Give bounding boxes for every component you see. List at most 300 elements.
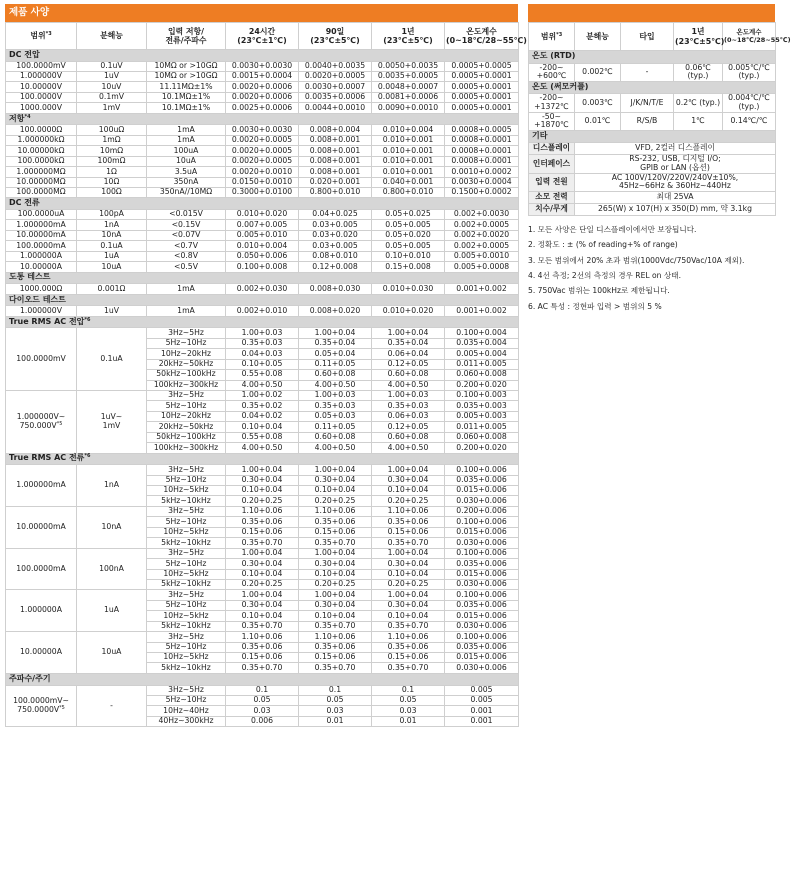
section-name: 저항$^{*4}$ [6,113,519,125]
table-cell: 1.00+0.04 [372,328,445,338]
misc-row [529,191,776,203]
table-cell: 0.05 [299,695,372,705]
table-cell: 10mΩ [77,146,147,156]
table-cell: 10.1MΩ±1% [147,92,226,102]
table-cell: 100Ω [77,188,147,198]
table-cell: 0.11+0.05 [299,422,372,432]
table-cell: 0.020+0.001 [299,177,372,187]
table-cell: 0.35+0.03 [226,338,299,348]
table-row [6,125,519,135]
table-cell: 0.002+0.0005 [445,241,519,251]
table-row [529,94,776,112]
table-cell: 0.03 [226,706,299,716]
table-cell: 0.0005+0.0001 [445,82,519,92]
table-cell: 0.060+0.008 [445,432,519,442]
table-row [6,156,519,166]
table-cell: 4.00+0.50 [226,380,299,390]
table-cell: - [621,63,674,81]
table-cell: 0.002+0.0030 [445,210,519,220]
table-cell: 0.0050+0.0035 [372,61,445,71]
table-cell: 0.30+0.04 [226,600,299,610]
table-cell: 0.35+0.03 [372,401,445,411]
table-cell: 0.60+0.08 [372,370,445,380]
table-cell: 0.20+0.25 [372,579,445,589]
table-cell: 10.00000MΩ [6,177,77,187]
table-cell: 0.100+0.006 [445,465,519,475]
table-cell: 0.010+0.001 [372,156,445,166]
table-cell: 0.35+0.04 [299,338,372,348]
table-cell: 0.200+0.006 [445,506,519,516]
table-cell: 0.10+0.04 [299,569,372,579]
table-cell: 0.010+0.001 [372,135,445,145]
table-cell: 1.00+0.04 [299,548,372,558]
table-cell: 0.030+0.006 [445,538,519,548]
section-name: 온도 (RTD) [529,51,776,64]
table-cell: 0.001 [445,706,519,716]
table-cell: 0.011+0.005 [445,359,519,369]
table-cell: 0.0035+0.0006 [299,92,372,102]
table-cell: 11.11MΩ±1% [147,82,226,92]
table-cell: 1.00+0.04 [372,465,445,475]
table-cell: 0.20+0.25 [226,496,299,506]
table-cell: 0.035+0.006 [445,475,519,485]
table-row [6,135,519,145]
table-cell: 0.0015+0.0004 [226,72,299,82]
table-cell: 5Hz~10Hz [147,695,226,705]
table-cell: 4.00+0.50 [372,380,445,390]
table-cell: 0.35+0.06 [299,642,372,652]
table-cell: 0.2℃ (typ.) [674,94,723,112]
table-cell: 0.015+0.006 [445,611,519,621]
table-cell: 0.0030+0.0030 [226,61,299,71]
section-name: DC 전압 [6,50,519,62]
table-header [6,23,519,50]
misc-row [529,173,776,191]
table-cell: 0.01 [299,716,372,726]
table-cell: 0.15+0.06 [226,653,299,663]
table-cell: 0.04+0.025 [299,210,372,220]
table-cell: 0.015+0.006 [445,569,519,579]
table-cell: 0.10+0.04 [372,486,445,496]
misc-label: 소모 전력 [529,191,575,203]
table-cell: 0.05+0.04 [299,349,372,359]
table-cell: 1uA [77,251,147,261]
table-cell: 10Hz~5kHz [147,527,226,537]
table-cell: 4.00+0.50 [372,443,445,453]
table-cell: 0.010+0.020 [372,306,445,316]
table-cell: 0.30+0.04 [299,600,372,610]
table-cell: 0.12+0.05 [372,422,445,432]
table-cell: 0.011+0.005 [445,422,519,432]
table-cell: 0.60+0.08 [372,432,445,442]
table-cell: 0.001Ω [77,284,147,294]
table-cell: 100mΩ [77,156,147,166]
table-cell: 0.01℃ [575,112,621,130]
table-row [6,210,519,220]
table-cell: 1.10+0.06 [226,632,299,642]
table-cell: 1.00+0.04 [226,548,299,558]
table-cell: 0.10+0.04 [226,422,299,432]
table-cell: <0.7V [147,241,226,251]
table-cell: 100.0000mA [6,241,77,251]
table-row [6,262,519,272]
table-cell: 0.800+0.010 [299,188,372,198]
table-cell: 0.100+0.006 [445,517,519,527]
table-cell: 0.03 [372,706,445,716]
table-cell: 0.0030+0.0007 [299,82,372,92]
table-row [6,251,519,261]
table-cell: 0.100+0.008 [226,262,299,272]
range-cell: 100.0000mV~ $750.0000V^{*5}$ [6,685,77,727]
table-cell: 1uV [77,306,147,316]
table-row [6,284,519,294]
table-cell: 5Hz~10Hz [147,600,226,610]
table-cell: 0.35+0.70 [226,538,299,548]
table-cell: 0.0025+0.0006 [226,103,299,113]
table-cell: 0.30+0.04 [226,475,299,485]
table-cell: 1.00+0.03 [299,390,372,400]
table-cell: 3Hz~5Hz [147,632,226,642]
table-cell: 40Hz~300kHz [147,716,226,726]
table-cell: 0.05+0.005 [372,241,445,251]
table-cell: 0.35+0.06 [299,517,372,527]
resolution-cell: 1uA [77,590,147,632]
table-cell: 0.010+0.001 [372,167,445,177]
table-cell: 0.05 [226,695,299,705]
table-row [6,241,519,251]
table-cell: 0.20+0.25 [299,496,372,506]
table-cell: 0.03+0.005 [299,241,372,251]
table-cell: 1.10+0.06 [372,506,445,516]
table-cell: 0.0030+0.0004 [445,177,519,187]
table-cell: 0.20+0.25 [299,579,372,589]
table-cell: 0.005+0.004 [445,349,519,359]
range-cell: 10.00000mA [6,506,77,548]
table-cell: 0.04+0.02 [226,411,299,421]
table-cell: 0.35+0.70 [299,663,372,673]
table-cell: 0.15+0.06 [372,653,445,663]
table-cell: 1.00+0.02 [226,390,299,400]
table-cell: 0.35+0.70 [226,663,299,673]
misc-value: 최대 25VA [575,191,776,203]
table-row [6,220,519,230]
table-cell: 0.20+0.25 [372,496,445,506]
table-cell: 0.0048+0.0007 [372,82,445,92]
table-cell: 0.0030+0.0030 [226,125,299,135]
table-cell: 3Hz~5Hz [147,685,226,695]
misc-row [529,203,776,215]
table-cell: 0.10+0.010 [372,251,445,261]
table-cell: 1.000000A [6,251,77,261]
table-cell: 0.008+0.001 [299,135,372,145]
table-cell: 0.0090+0.0010 [372,103,445,113]
table-cell: 0.100+0.003 [445,390,519,400]
table-cell: 0.0010+0.0002 [445,167,519,177]
table-cell: 0.800+0.010 [372,188,445,198]
table-cell: 100uA [147,146,226,156]
table-cell: 0.010+0.020 [226,210,299,220]
table-cell: 4.00+0.50 [226,443,299,453]
table-cell: 1.10+0.06 [299,506,372,516]
section-row [529,51,776,64]
table-cell: 0.100+0.004 [445,328,519,338]
table-cell: 1nA [77,220,147,230]
table-cell: 20kHz~50kHz [147,422,226,432]
table-row [6,103,519,113]
table-cell: 0.030+0.006 [445,663,519,673]
range-cell: 100.0000mA [6,548,77,590]
misc-row [529,155,776,173]
table-cell: 10.00000A [6,262,77,272]
misc-label: 치수/무게 [529,203,575,215]
table-cell: 3Hz~5Hz [147,506,226,516]
table-cell: 0.1 [372,685,445,695]
table-cell: 3Hz~5Hz [147,590,226,600]
table-cell: 0.0008+0.0001 [445,146,519,156]
table-cell: 100uΩ [77,125,147,135]
table-cell: 5Hz~10Hz [147,475,226,485]
table-cell: <0.015V [147,210,226,220]
table-cell: 0.002+0.0005 [445,220,519,230]
table-cell: 5kHz~10kHz [147,663,226,673]
table-cell: 1.00+0.04 [226,590,299,600]
table-cell: 0.10+0.04 [299,611,372,621]
table-cell: 0.0020+0.0005 [226,146,299,156]
table-cell: 1.000000MΩ [6,167,77,177]
section-row [6,673,519,685]
column-header: 온도계수 (0~18℃/28~55℃) [445,23,519,50]
table-row [529,112,776,130]
table-cell: 0.30+0.04 [299,475,372,485]
column-header: 온도계수 (0~18℃/28~55℃) [723,23,776,51]
table-cell: 0.1uV [77,61,147,71]
misc-row [529,143,776,155]
table-cell: 5Hz~10Hz [147,338,226,348]
section-row [529,130,776,143]
table-cell: 0.015+0.006 [445,653,519,663]
table-cell: 0.040+0.001 [372,177,445,187]
table-row [6,72,519,82]
column-header: 범위$^{*3}$ [529,23,575,51]
table-cell: 5kHz~10kHz [147,496,226,506]
table-cell: 3Hz~5Hz [147,328,226,338]
table-row [6,82,519,92]
table-cell: 20kHz~50kHz [147,359,226,369]
table-cell: -200~ +600℃ [529,63,575,81]
table-cell: 0.005+0.003 [445,411,519,421]
table-cell: 0.1500+0.0002 [445,188,519,198]
table-cell: 350nA//10MΩ [147,188,226,198]
table-cell: 0.100+0.006 [445,590,519,600]
range-cell: 1.000000V~ $750.000V^{*5}$ [6,390,77,453]
table-cell: 0.010+0.001 [372,146,445,156]
table-cell: 0.035+0.004 [445,338,519,348]
table-cell: 0.0020+0.0006 [226,82,299,92]
table-row [6,590,519,600]
column-header: 1년 (23℃±5℃) [372,23,445,50]
column-header: 90일 (23℃±5℃) [299,23,372,50]
section-row [6,113,519,125]
table-row [6,61,519,71]
table-cell: 1000.000V [6,103,77,113]
table-cell: 1.00+0.04 [372,548,445,558]
table-cell: 10uA [147,156,226,166]
table-cell: 0.050+0.006 [226,251,299,261]
table-cell: 0.11+0.05 [299,359,372,369]
table-cell: 10MΩ or >10GΩ [147,72,226,82]
table-cell: 0.08+0.010 [299,251,372,261]
table-cell: 0.0020+0.0005 [299,72,372,82]
table-row [6,685,519,695]
table-cell: 0.002+0.010 [226,306,299,316]
table-cell: 10Hz~20kHz [147,411,226,421]
table-cell: 0.035+0.003 [445,401,519,411]
table-cell: 10Ω [77,177,147,187]
section-row [6,294,519,306]
table-cell: 0.060+0.008 [445,370,519,380]
table-cell: 0.015+0.006 [445,527,519,537]
table-cell: 1.10+0.06 [372,632,445,642]
table-cell: 0.010+0.030 [372,284,445,294]
table-cell: 0.030+0.006 [445,621,519,631]
section-name: DC 전류 [6,198,519,210]
table-cell: 0.030+0.006 [445,496,519,506]
table-cell: 1.00+0.04 [299,590,372,600]
table-cell: 10Hz~5kHz [147,611,226,621]
table-cell: 0.03+0.020 [299,230,372,240]
table-cell: 0.002℃ [575,63,621,81]
table-cell: 0.35+0.70 [372,663,445,673]
table-cell: 0.005+0.0010 [445,251,519,261]
misc-label: 입력 전원 [529,173,575,191]
table-cell: 0.35+0.70 [226,621,299,631]
section-name: 도통 테스트 [6,272,519,284]
resolution-cell: 1uV~ 1mV [77,390,147,453]
footnotes [528,222,775,314]
table-cell: 0.005 [445,695,519,705]
table-cell: 3.5uA [147,167,226,177]
table-cell: 0.60+0.08 [299,432,372,442]
section-name: 주파수/주기 [6,673,519,685]
section-row [6,198,519,210]
table-cell: <0.8V [147,251,226,261]
table-cell: 100.0000Ω [6,125,77,135]
table-cell: 0.200+0.020 [445,443,519,453]
column-header: 분해능 [77,23,147,50]
table-cell: 0.10+0.05 [226,359,299,369]
table-cell: 1.10+0.06 [299,632,372,642]
table-cell: 5Hz~10Hz [147,559,226,569]
table-cell: 1.000000V [6,306,77,316]
section-title: 제품 사양 [5,4,518,22]
footnote-item: 6. AC 특성 : 정현파 입력 > 범위의 5 % [528,301,662,311]
table-cell: 10.00000V [6,82,77,92]
table-cell: 0.035+0.006 [445,642,519,652]
table-cell: 0.010+0.004 [372,125,445,135]
table-cell: 0.010+0.004 [226,241,299,251]
table-cell: 1mA [147,125,226,135]
table-cell: 0.15+0.06 [226,527,299,537]
table-cell: 350nA [147,177,226,187]
range-cell: 10.00000A [6,632,77,674]
range-cell: 100.0000mV [6,328,77,391]
table-cell: 0.15+0.06 [299,653,372,663]
resolution-cell: 0.1uA [77,328,147,391]
table-cell: 1mΩ [77,135,147,145]
range-cell: 1.000000mA [6,465,77,507]
table-cell: 5kHz~10kHz [147,621,226,631]
table-row [529,63,776,81]
table-cell: 0.03 [299,706,372,716]
table-cell: 0.15+0.06 [372,527,445,537]
section-name: 다이오드 테스트 [6,294,519,306]
resolution-cell: 10uA [77,632,147,674]
section-row [6,316,519,328]
table-cell: 0.0008+0.0005 [445,125,519,135]
section-row [6,453,519,465]
table-cell: 0.05 [372,695,445,705]
column-header: 분해능 [575,23,621,51]
table-row [6,146,519,156]
table-cell: 1.00+0.04 [226,465,299,475]
table-cell: 100kHz~300kHz [147,443,226,453]
table-cell: 0.14℃/℃ [723,112,776,130]
table-cell: 0.0008+0.0001 [445,135,519,145]
section-name: 온도 (써모커플) [529,81,776,94]
table-cell: 1.000000V [6,72,77,82]
table-cell: 0.0040+0.0035 [299,61,372,71]
column-header: 타입 [621,23,674,51]
table-cell: 10uV [77,82,147,92]
table-row [6,632,519,642]
table-cell: 3Hz~5Hz [147,390,226,400]
table-cell: 0.55+0.08 [226,432,299,442]
table-cell: 1.00+0.04 [372,590,445,600]
section-row [6,50,519,62]
table-cell: 0.007+0.005 [226,220,299,230]
table-cell: 0.15+0.06 [299,527,372,537]
table-cell: 5kHz~10kHz [147,538,226,548]
table-row [6,465,519,475]
footnote-item: 1. 모든 사양은 단일 디스플레이에서만 보장됩니다. [528,224,697,234]
table-cell: 10.00000mA [6,230,77,240]
table-cell: 0.002+0.0020 [445,230,519,240]
table-cell: 0.30+0.04 [372,475,445,485]
table-cell: 1.00+0.03 [226,328,299,338]
table-cell: 0.0044+0.0010 [299,103,372,113]
table-cell: 1uV [77,72,147,82]
table-cell: 0.60+0.08 [299,370,372,380]
table-cell: 5Hz~10Hz [147,401,226,411]
table-cell: 0.3000+0.0100 [226,188,299,198]
table-cell: 0.008+0.020 [299,306,372,316]
footnote-item: 2. 정확도 : ± (% of reading+% of range) [528,240,678,250]
range-cell: 1.000000A [6,590,77,632]
table-cell: <0.5V [147,262,226,272]
table-cell: 0.002+0.030 [226,284,299,294]
table-cell: 100.0000kΩ [6,156,77,166]
table-cell: 100.0000V [6,92,77,102]
table-row [6,390,519,400]
table-cell: 0.0020+0.0005 [226,156,299,166]
table-cell: 0.35+0.70 [299,621,372,631]
table-cell: 0.0081+0.0006 [372,92,445,102]
table-cell: 0.30+0.04 [299,559,372,569]
misc-value: RS-232, USB, 디지털 I/O; GPIB or LAN (옵션) [575,155,776,173]
table-cell: 0.0008+0.0001 [445,156,519,166]
footnote-item: 3. 모든 범위에서 20% 초과 범위(1000Vdc/750Vac/10A 제외). [528,255,745,265]
table-cell: 0.0005+0.0001 [445,103,519,113]
